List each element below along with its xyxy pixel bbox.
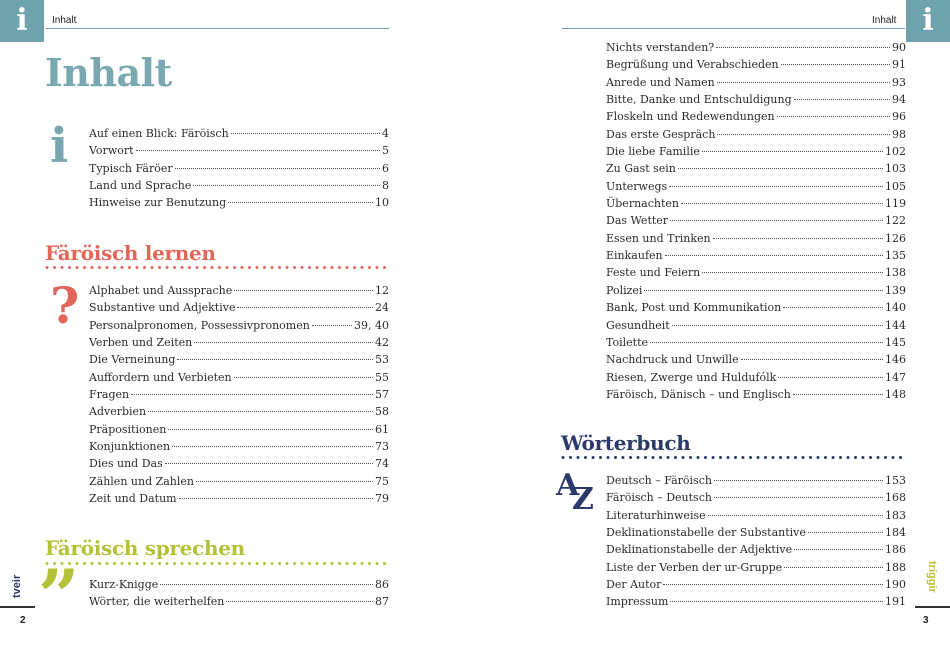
quote-icon: ” xyxy=(38,553,80,638)
toc-entry-page: 140 xyxy=(885,301,906,315)
toc-entry-label: Bitte, Danke und Entschuldigung xyxy=(606,93,792,107)
toc-entry-page: 126 xyxy=(885,231,906,245)
toc-entry[interactable] xyxy=(606,249,906,266)
footer-rule-left xyxy=(0,606,35,608)
dot-leader xyxy=(702,272,883,273)
dot-leader xyxy=(794,549,883,550)
toc-entry-page: 42 xyxy=(375,336,389,350)
toc-entry-page: 147 xyxy=(885,370,906,384)
letter-z: Z xyxy=(572,482,594,517)
toc-entry[interactable] xyxy=(606,197,906,214)
dot-leader xyxy=(781,64,890,65)
toc-entry-page: 12 xyxy=(375,284,389,297)
toc-entry[interactable] xyxy=(89,371,389,388)
dot-leader xyxy=(717,134,890,135)
toc-entry-page: 87 xyxy=(375,595,389,609)
info-tab-right xyxy=(906,0,950,42)
toc-entry-page: 139 xyxy=(885,283,906,297)
dot-leader xyxy=(160,584,373,585)
toc-entry[interactable] xyxy=(606,214,906,231)
toc-entry-label: Land und Sprache xyxy=(89,179,192,193)
toc-entry[interactable] xyxy=(89,319,389,336)
toc-entry[interactable] xyxy=(89,405,389,422)
toc-entry-page: 86 xyxy=(375,578,389,591)
toc-entry[interactable] xyxy=(606,353,906,370)
toc-entry[interactable] xyxy=(606,388,906,405)
toc-entry[interactable] xyxy=(89,475,389,492)
dot-leader xyxy=(681,203,883,204)
toc-entry-label: Einkaufen xyxy=(606,249,663,263)
dotted-rule-learn xyxy=(45,265,390,270)
toc-entry-label: Konjunktionen xyxy=(89,440,171,454)
toc-dictionary xyxy=(606,474,906,613)
toc-entry-label: Literaturhinweise xyxy=(606,508,706,522)
header-rule-left xyxy=(46,28,389,29)
toc-entry-page: 73 xyxy=(375,440,389,454)
dot-leader xyxy=(194,342,373,343)
dot-leader xyxy=(669,186,883,187)
toc-entry-label: Typisch Färöer xyxy=(89,161,173,175)
toc-entry[interactable] xyxy=(606,110,906,127)
toc-entry-page: 138 xyxy=(885,266,906,280)
toc-entry-label: Dies und Das xyxy=(89,457,163,471)
toc-entry-page: 184 xyxy=(885,526,906,540)
toc-entry-label: Vorwort xyxy=(89,144,134,158)
toc-entry-label: Zeit und Datum xyxy=(89,492,177,506)
side-word-right: tríggir xyxy=(926,561,938,593)
toc-entry[interactable] xyxy=(606,491,906,508)
toc-entry-label: Toilette xyxy=(606,335,649,349)
toc-entry-label: Kurz-Knigge xyxy=(89,578,159,591)
toc-entry-page: 61 xyxy=(375,422,389,436)
toc-entry-page: 135 xyxy=(885,249,906,263)
header-rule-right xyxy=(562,28,905,29)
toc-entry-label: Auf einen Blick: Färöisch xyxy=(89,127,229,140)
dot-leader xyxy=(231,133,380,134)
dot-leader xyxy=(136,150,380,151)
dot-leader xyxy=(234,290,373,291)
toc-entry-page: 98 xyxy=(892,127,906,141)
dot-leader xyxy=(702,151,883,152)
dotted-rule-speak xyxy=(45,561,390,566)
toc-entry[interactable] xyxy=(606,301,906,318)
toc-entry-label: Das erste Gespräch xyxy=(606,127,716,141)
dot-leader xyxy=(663,584,883,585)
toc-entry-label: Essen und Trinken xyxy=(606,231,711,245)
toc-entry-label: Bank, Post und Kommunikation xyxy=(606,301,782,315)
toc-entry-page: 55 xyxy=(375,370,389,384)
dot-leader xyxy=(644,290,883,291)
toc-entry[interactable] xyxy=(606,543,906,560)
toc-entry-label: Hinweise zur Benutzung xyxy=(89,196,227,210)
dot-leader xyxy=(177,359,373,360)
toc-entry-label: Präpositionen xyxy=(89,422,167,436)
toc-entry-page: 191 xyxy=(885,595,906,609)
side-word-left: tveir xyxy=(11,574,23,598)
toc-entry-label: Fragen xyxy=(89,388,130,402)
toc-entry-page: 91 xyxy=(892,58,906,72)
dot-leader xyxy=(665,255,883,256)
dot-leader xyxy=(713,238,883,239)
toc-entry-label: Adverbien xyxy=(89,405,147,419)
dot-leader xyxy=(148,411,373,412)
toc-entry-label: Liste der Verben der ur-Gruppe xyxy=(606,560,783,574)
info-icon: i xyxy=(16,3,28,38)
toc-entry-page: 190 xyxy=(885,578,906,592)
footer-rule-right xyxy=(915,606,950,608)
toc-entry[interactable] xyxy=(89,144,389,161)
dot-leader xyxy=(714,480,883,481)
toc-entry[interactable] xyxy=(89,457,389,474)
header-label-right: Inhalt xyxy=(872,15,897,26)
toc-entry[interactable] xyxy=(89,127,389,144)
toc-entry[interactable] xyxy=(606,162,906,179)
page-number-left: 2 xyxy=(20,615,26,626)
dotted-rule-dictionary xyxy=(561,455,906,460)
toc-entry[interactable] xyxy=(89,388,389,405)
dot-leader xyxy=(168,429,373,430)
dot-leader xyxy=(784,567,883,568)
toc-entry[interactable] xyxy=(606,561,906,578)
toc-entry[interactable] xyxy=(606,595,906,612)
toc-entry[interactable] xyxy=(89,284,389,301)
toc-entry-label: Färöisch, Dänisch – und Englisch xyxy=(606,387,791,401)
toc-entry[interactable] xyxy=(606,319,906,336)
info-icon: i xyxy=(922,3,934,38)
toc-entry-page: 6 xyxy=(382,161,389,175)
toc-entry-label: Nichts verstanden? xyxy=(606,41,715,54)
toc-entry-label: Die liebe Familie xyxy=(606,145,700,159)
toc-entry-label: Polizei xyxy=(606,283,643,297)
dot-leader xyxy=(708,515,883,516)
dot-leader xyxy=(717,82,890,83)
toc-entry-page: 168 xyxy=(885,491,906,505)
toc-entry-label: Auffordern und Verbieten xyxy=(89,370,232,384)
toc-entry[interactable] xyxy=(606,41,906,58)
toc-entry-page: 75 xyxy=(375,474,389,488)
toc-entry-page: 93 xyxy=(892,75,906,89)
toc-entry-label: Nachdruck und Unwille xyxy=(606,353,739,367)
toc-entry[interactable] xyxy=(606,474,906,491)
dot-leader xyxy=(131,394,373,395)
toc-entry-page: 79 xyxy=(375,492,389,506)
toc-entry-label: Gesundheit xyxy=(606,318,670,332)
toc-entry-page: 94 xyxy=(892,93,906,107)
toc-entry-page: 188 xyxy=(885,560,906,574)
toc-entry-page: 4 xyxy=(382,127,389,140)
toc-entry[interactable] xyxy=(89,179,389,196)
section-heading-speak: Färöisch sprechen xyxy=(45,536,245,560)
a-z-icon xyxy=(556,468,602,516)
toc-entry-page: 183 xyxy=(885,508,906,522)
toc-entry-page: 74 xyxy=(375,457,389,471)
toc-entry[interactable] xyxy=(606,336,906,353)
toc-entry[interactable] xyxy=(89,595,389,612)
page-number-right: 3 xyxy=(923,615,929,626)
toc-entry-label: Unterwegs xyxy=(606,179,668,193)
dot-leader xyxy=(650,342,883,343)
toc-entry-page: 8 xyxy=(382,179,389,193)
toc-entry[interactable] xyxy=(606,76,906,93)
section-heading-dictionary: Wörterbuch xyxy=(561,431,691,455)
toc-speak-continued xyxy=(606,41,906,405)
toc-entry[interactable] xyxy=(89,336,389,353)
toc-entry-label: Die Verneinung xyxy=(89,353,176,367)
dot-leader xyxy=(179,498,373,499)
toc-entry[interactable] xyxy=(89,301,389,318)
dot-leader xyxy=(794,99,890,100)
toc-entry[interactable] xyxy=(606,180,906,197)
toc-entry-label: Personalpronomen, Possessivpronomen xyxy=(89,318,310,332)
toc-entry-page: 53 xyxy=(375,353,389,367)
toc-entry-label: Deutsch – Färöisch xyxy=(606,474,712,487)
toc-entry-label: Zu Gast sein xyxy=(606,162,676,176)
toc-entry[interactable] xyxy=(89,440,389,457)
toc-entry-page: 144 xyxy=(885,318,906,332)
dot-leader xyxy=(172,446,373,447)
toc-entry-label: Floskeln und Redewendungen xyxy=(606,110,775,124)
toc-entry-page: 186 xyxy=(885,543,906,557)
info-tab-left xyxy=(0,0,44,42)
toc-entry-page: 39, 40 xyxy=(354,318,389,332)
dot-leader xyxy=(672,325,883,326)
section-heading-learn: Färöisch lernen xyxy=(45,241,216,265)
toc-entry[interactable] xyxy=(89,578,389,595)
toc-entry-label: Deklinationstabelle der Adjektive xyxy=(606,543,793,557)
dot-leader xyxy=(670,601,883,602)
toc-entry-page: 119 xyxy=(885,197,906,211)
toc-entry-label: Färöisch – Deutsch xyxy=(606,491,712,505)
dot-leader xyxy=(777,116,890,117)
toc-entry[interactable] xyxy=(606,145,906,162)
dot-leader xyxy=(716,47,890,48)
toc-entry-page: 103 xyxy=(885,162,906,176)
dot-leader xyxy=(237,307,373,308)
toc-entry-page: 153 xyxy=(885,474,906,487)
toc-entry[interactable] xyxy=(606,232,906,249)
toc-entry-page: 146 xyxy=(885,353,906,367)
toc-entry[interactable] xyxy=(89,353,389,370)
dot-leader xyxy=(741,359,883,360)
toc-entry-label: Verben und Zeiten xyxy=(89,336,193,350)
dot-leader xyxy=(234,377,373,378)
toc-entry-label: Der Autor xyxy=(606,578,662,592)
toc-entry-page: 102 xyxy=(885,145,906,159)
toc-entry-label: Übernachten xyxy=(606,197,679,211)
toc-entry[interactable] xyxy=(606,284,906,301)
toc-entry-page: 57 xyxy=(375,388,389,402)
toc-learn xyxy=(89,284,389,509)
dot-leader xyxy=(793,394,883,395)
toc-entry-label: Wörter, die weiterhelfen xyxy=(89,595,225,609)
toc-entry[interactable] xyxy=(606,128,906,145)
toc-entry-label: Alphabet und Aussprache xyxy=(89,284,233,297)
toc-entry-page: 10 xyxy=(375,196,389,210)
toc-entry-page: 90 xyxy=(892,41,906,54)
toc-entry[interactable] xyxy=(89,423,389,440)
dot-leader xyxy=(196,481,373,482)
dot-leader xyxy=(714,497,883,498)
toc-entry-page: 24 xyxy=(375,301,389,315)
toc-entry-label: Begrüßung und Verabschieden xyxy=(606,58,779,72)
dot-leader xyxy=(678,168,883,169)
toc-entry-page: 5 xyxy=(382,144,389,158)
dot-leader xyxy=(193,185,380,186)
header-label-left: Inhalt xyxy=(52,15,77,26)
dot-leader xyxy=(226,601,373,602)
toc-entry-page: 105 xyxy=(885,179,906,193)
toc-intro xyxy=(89,127,389,214)
dot-leader xyxy=(808,532,883,533)
toc-speak xyxy=(89,578,389,613)
toc-entry[interactable] xyxy=(606,509,906,526)
toc-entry-label: Impressum xyxy=(606,595,669,609)
question-mark-icon: ? xyxy=(50,276,80,335)
toc-entry-label: Zählen und Zahlen xyxy=(89,474,194,488)
toc-entry-label: Substantive und Adjektive xyxy=(89,301,236,315)
info-icon: i xyxy=(50,118,69,174)
dot-leader xyxy=(312,325,352,326)
dot-leader xyxy=(783,307,883,308)
toc-entry[interactable] xyxy=(89,196,389,213)
toc-entry-page: 96 xyxy=(892,110,906,124)
toc-entry-page: 145 xyxy=(885,335,906,349)
toc-entry-page: 148 xyxy=(885,387,906,401)
letter-a: A xyxy=(556,468,580,503)
toc-entry[interactable] xyxy=(606,578,906,595)
toc-entry-label: Feste und Feiern xyxy=(606,266,701,280)
toc-entry-label: Deklinationstabelle der Substantive xyxy=(606,526,806,540)
toc-entry[interactable] xyxy=(606,371,906,388)
toc-entry-page: 122 xyxy=(885,214,906,228)
dot-leader xyxy=(175,168,380,169)
toc-entry[interactable] xyxy=(89,492,389,509)
toc-entry-label: Das Wetter xyxy=(606,214,669,228)
toc-entry-label: Riesen, Zwerge und Huldufólk xyxy=(606,370,777,384)
dot-leader xyxy=(228,202,373,203)
toc-entry[interactable] xyxy=(606,58,906,75)
toc-entry[interactable] xyxy=(606,266,906,283)
toc-entry-label: Anrede und Namen xyxy=(606,75,715,89)
toc-entry[interactable] xyxy=(89,162,389,179)
dot-leader xyxy=(165,463,373,464)
page-title: Inhalt xyxy=(45,50,172,95)
dot-leader xyxy=(778,377,883,378)
toc-entry[interactable] xyxy=(606,93,906,110)
toc-entry-page: 58 xyxy=(375,405,389,419)
dot-leader xyxy=(670,220,883,221)
toc-entry[interactable] xyxy=(606,526,906,543)
